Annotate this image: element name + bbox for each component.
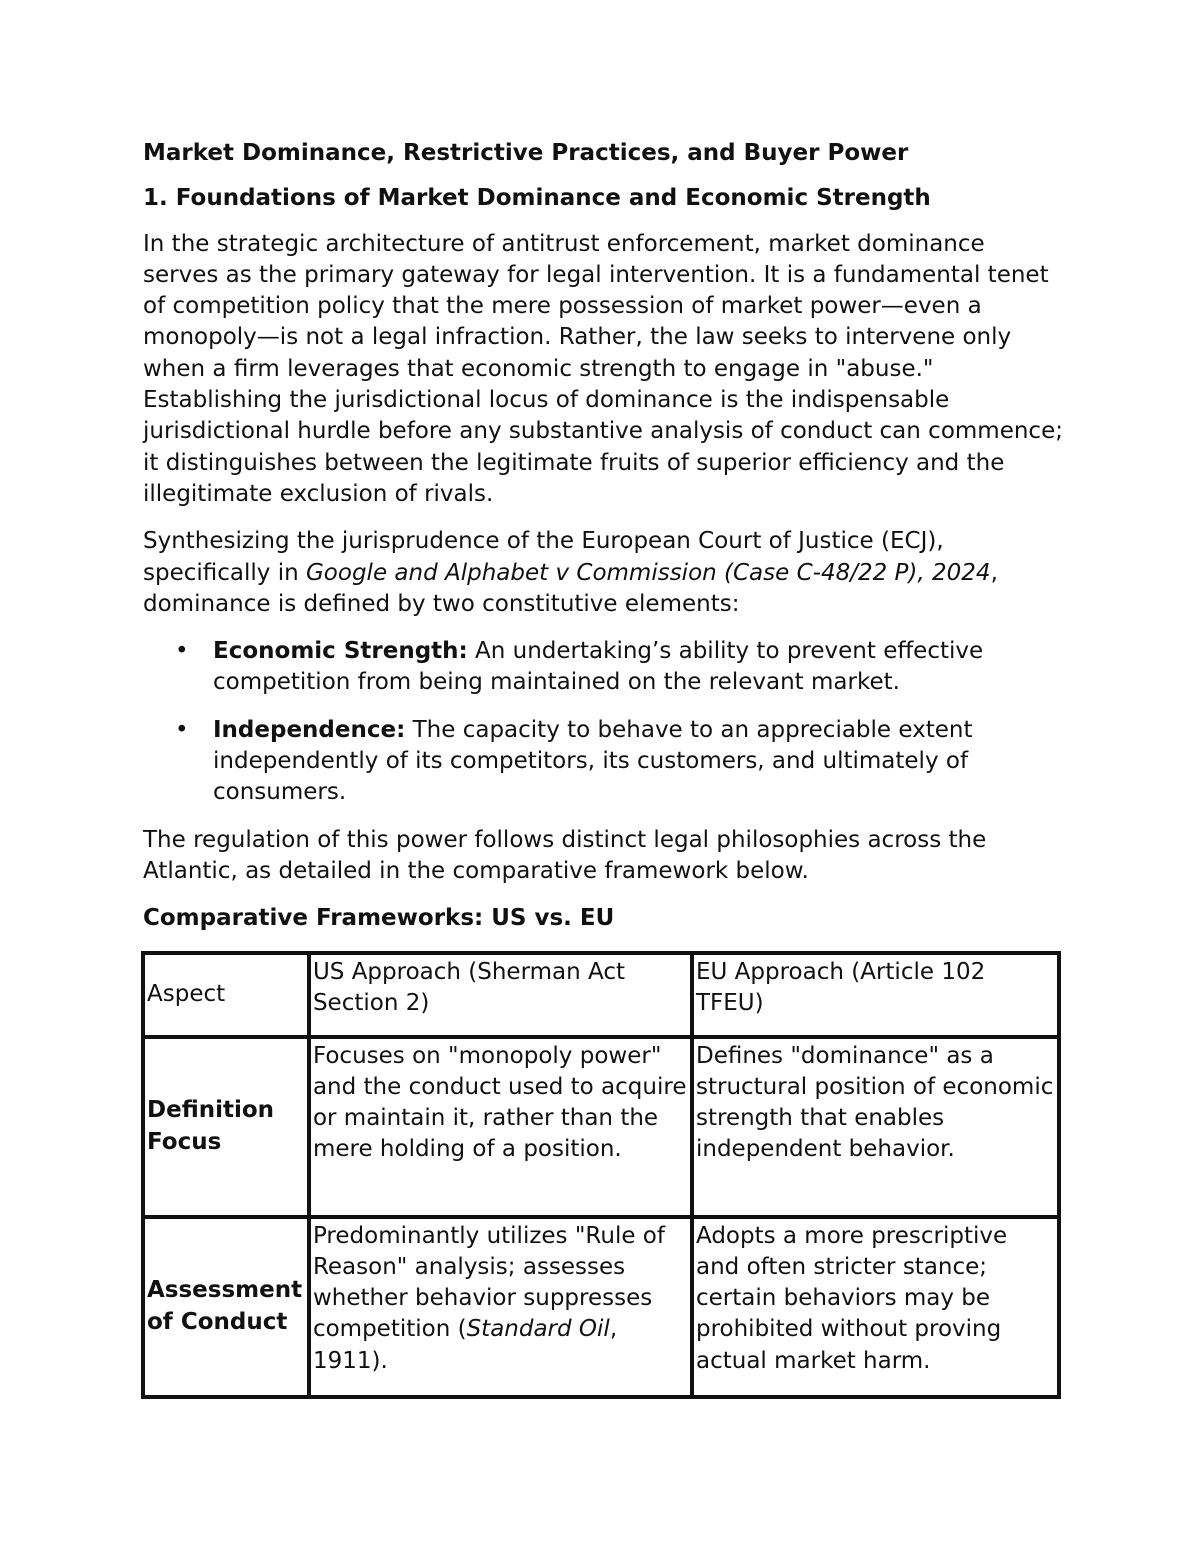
- case-citation: Google and Alphabet v Commission (Case C-48/22 P), 2024: [305, 559, 991, 586]
- cell-us-assessment-lead: Predominantly utilizes "Rule of Reason" analysis; assesses whether behavior suppresses competition (: [312, 1222, 665, 1343]
- cell-us-assessment-tail: , 1911).: [312, 1316, 618, 1374]
- cell-eu-assessment: Adopts a more prescriptive and often stricter stance; certain behaviors may be prohibited without proving actual market harm.: [692, 1217, 1059, 1397]
- intro-paragraph: In the strategic architecture of antitrust enforcement, market dominance serves as the primary gateway for legal intervention. It is a fundamental tenet of competition policy that the mere possession of market power—even a monopoly—is not a legal infraction. Rather, the law seeks to intervene only when a firm leverages that economic strength to engage in "abuse." Establishing the jurisdictional locus of dominance is the indispensable jurisdictional hurdle before any substantive analysis of conduct can commence; it distinguishes between the legitimate fruits of superior efficiency and the illegitimate exclusion of rivals.: [143, 230, 1063, 507]
- section-heading: 1. Foundations of Market Dominance and Economic Strength: [143, 185, 931, 212]
- list-item-text: The capacity to behave to an appreciable extent independently of its competitors, its customers, and ultimately of consumers.: [213, 716, 973, 806]
- list-item-term: Economic Strength:: [213, 638, 468, 665]
- ecj-paragraph-tail: , dominance is defined by two constitutive elements:: [143, 559, 998, 617]
- cell-us-assessment: [309, 1217, 692, 1397]
- table-row: [143, 1217, 1059, 1397]
- list-item: [143, 636, 1063, 699]
- bullet-icon: •: [175, 638, 189, 665]
- list-item-term: Independence:: [213, 716, 406, 743]
- row-label-assessment: Assessment of Conduct: [143, 1217, 309, 1397]
- regulation-paragraph: The regulation of this power follows distinct legal philosophies across the Atlantic, as detailed in the comparative framework below.: [143, 826, 987, 884]
- ecj-paragraph-lead: Synthesizing the jurisprudence of the European Court of Justice (ECJ), specifically in: [143, 528, 944, 586]
- cell-eu-definition: Defines "dominance" as a structural position of economic strength that enables independent behavior.: [692, 1037, 1059, 1217]
- bullet-icon: •: [175, 716, 189, 743]
- document-page: [143, 138, 1063, 1399]
- list-item: [143, 715, 1063, 809]
- list-item-text: An undertaking’s ability to prevent effective competition from being maintained on the relevant market.: [213, 638, 984, 696]
- table-heading: Comparative Frameworks: US vs. EU: [143, 905, 615, 932]
- case-name-standard-oil: Standard Oil: [466, 1316, 610, 1343]
- document-title: Market Dominance, Restrictive Practices, and Buyer Power: [143, 140, 909, 166]
- header-cell-us: US Approach (Sherman Act Section 2): [309, 953, 692, 1037]
- table-row: [143, 1037, 1059, 1217]
- ecj-paragraph: [143, 526, 1063, 620]
- cell-us-definition: Focuses on "monopoly power" and the conduct used to acquire or maintain it, rather than the mere holding of a position.: [309, 1037, 692, 1217]
- header-cell-aspect: Aspect: [143, 953, 309, 1037]
- header-cell-eu: EU Approach (Article 102 TFEU): [692, 953, 1059, 1037]
- elements-list: [143, 636, 1063, 808]
- table-header-row: [143, 953, 1059, 1037]
- comparison-table: [141, 951, 1061, 1399]
- row-label-definition-focus: Definition Focus: [143, 1037, 309, 1217]
